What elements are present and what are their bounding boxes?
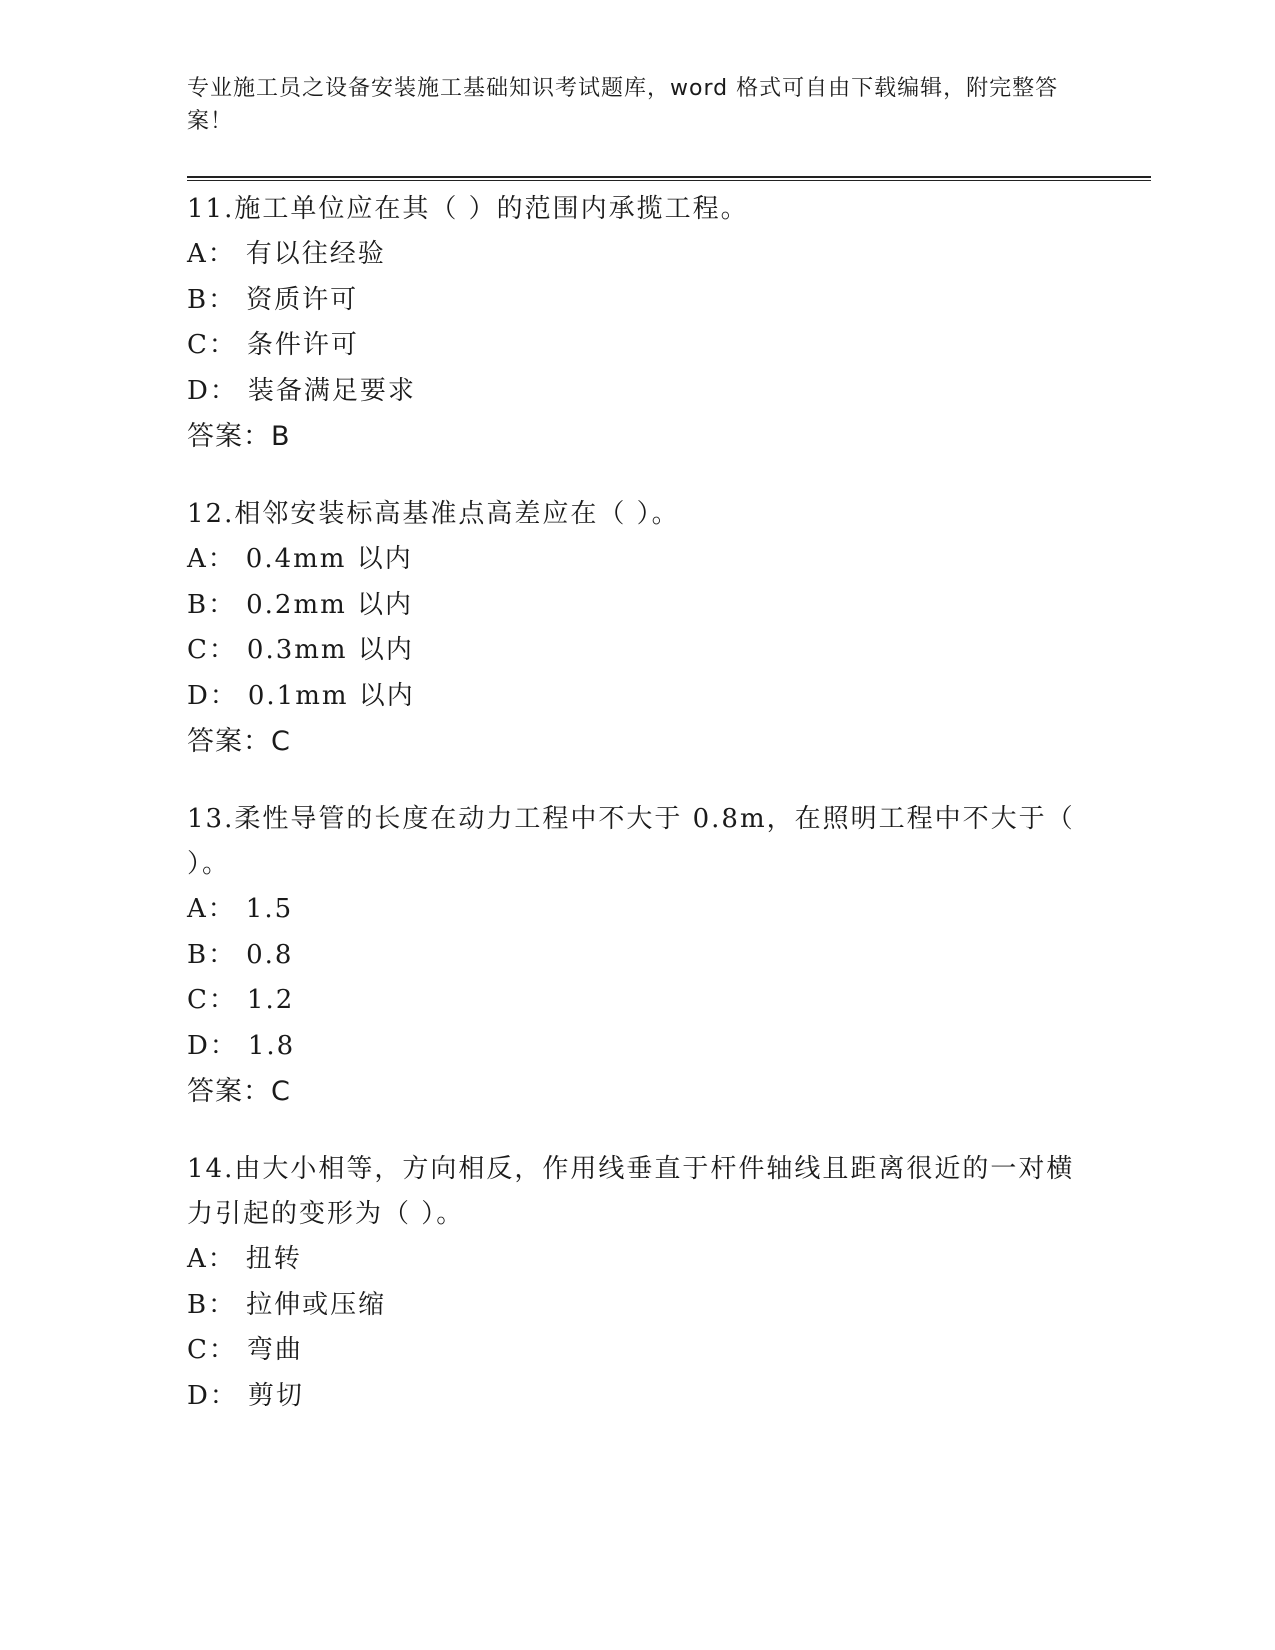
option-a	[187, 537, 1087, 583]
option-key: A：	[187, 544, 236, 574]
option-key: D：	[187, 1380, 238, 1411]
option-text: 有以往经验	[245, 239, 386, 269]
option-key: A：	[187, 239, 236, 269]
option-c	[187, 628, 1087, 674]
option-text: 拉伸或压缩	[246, 1289, 387, 1320]
option-key: C：	[187, 635, 237, 665]
option-key: B：	[187, 589, 237, 620]
option-text: 弯曲	[246, 1335, 303, 1365]
option-c	[187, 1328, 1087, 1374]
option-d	[187, 1374, 1087, 1420]
question-11	[187, 187, 1087, 460]
option-key: B：	[187, 284, 237, 315]
option-text: 0.2mm 以内	[246, 589, 414, 620]
option-d	[187, 369, 1087, 415]
question-prompt: 13.柔性导管的长度在动力工程中不大于 0.8m，在照明工程中不大于（ ）。	[187, 804, 1075, 879]
question-prompt: 12.相邻安装标高基准点高差应在（ ）。	[187, 499, 680, 529]
question-list	[187, 187, 1087, 1451]
option-a	[187, 232, 1087, 278]
option-text: 扭转	[245, 1244, 302, 1274]
option-key: A：	[187, 894, 236, 924]
option-key: D：	[187, 680, 238, 711]
document-header: 专业施工员之设备安装施工基础知识考试题库，word 格式可自由下载编辑，附完整答案！	[187, 76, 1059, 134]
option-a	[187, 887, 1087, 933]
option-text: 0.1mm 以内	[247, 680, 415, 711]
option-key: A：	[187, 1244, 236, 1274]
option-text: 条件许可	[246, 330, 359, 360]
option-text: 剪切	[247, 1380, 304, 1411]
option-text: 0.3mm 以内	[246, 635, 414, 665]
option-key: C：	[187, 985, 237, 1015]
answer-line: 答案：B	[187, 421, 291, 452]
option-key: B：	[187, 1289, 237, 1320]
option-text: 0.8	[246, 939, 294, 970]
header-divider	[187, 176, 1151, 181]
option-b	[187, 583, 1087, 629]
option-text: 1.8	[247, 1030, 296, 1061]
question-13	[187, 797, 1087, 1115]
option-c	[187, 978, 1087, 1024]
answer-line: 答案：C	[187, 1076, 291, 1107]
option-d	[187, 1024, 1087, 1070]
option-key: D：	[187, 375, 238, 406]
option-key: C：	[187, 1335, 237, 1365]
option-a	[187, 1237, 1087, 1283]
option-key: C：	[187, 330, 237, 360]
option-key: B：	[187, 939, 237, 970]
option-text: 0.4mm 以内	[245, 544, 413, 574]
question-prompt: 14.由大小相等，方向相反，作用线垂直于杆件轴线且距离很近的一对横力引起的变形为（ ）。	[187, 1154, 1075, 1229]
question-14	[187, 1147, 1087, 1419]
option-text: 1.5	[245, 894, 294, 924]
option-key: D：	[187, 1030, 238, 1061]
answer-line: 答案：C	[187, 726, 291, 757]
option-text: 资质许可	[246, 284, 359, 315]
option-b	[187, 933, 1087, 979]
option-b	[187, 278, 1087, 324]
question-prompt: 11.施工单位应在其（ ）的范围内承揽工程。	[187, 194, 749, 224]
question-12	[187, 492, 1087, 765]
option-text: 装备满足要求	[247, 375, 416, 406]
option-text: 1.2	[246, 985, 295, 1015]
option-c	[187, 323, 1087, 369]
option-b	[187, 1283, 1087, 1329]
option-d	[187, 674, 1087, 720]
